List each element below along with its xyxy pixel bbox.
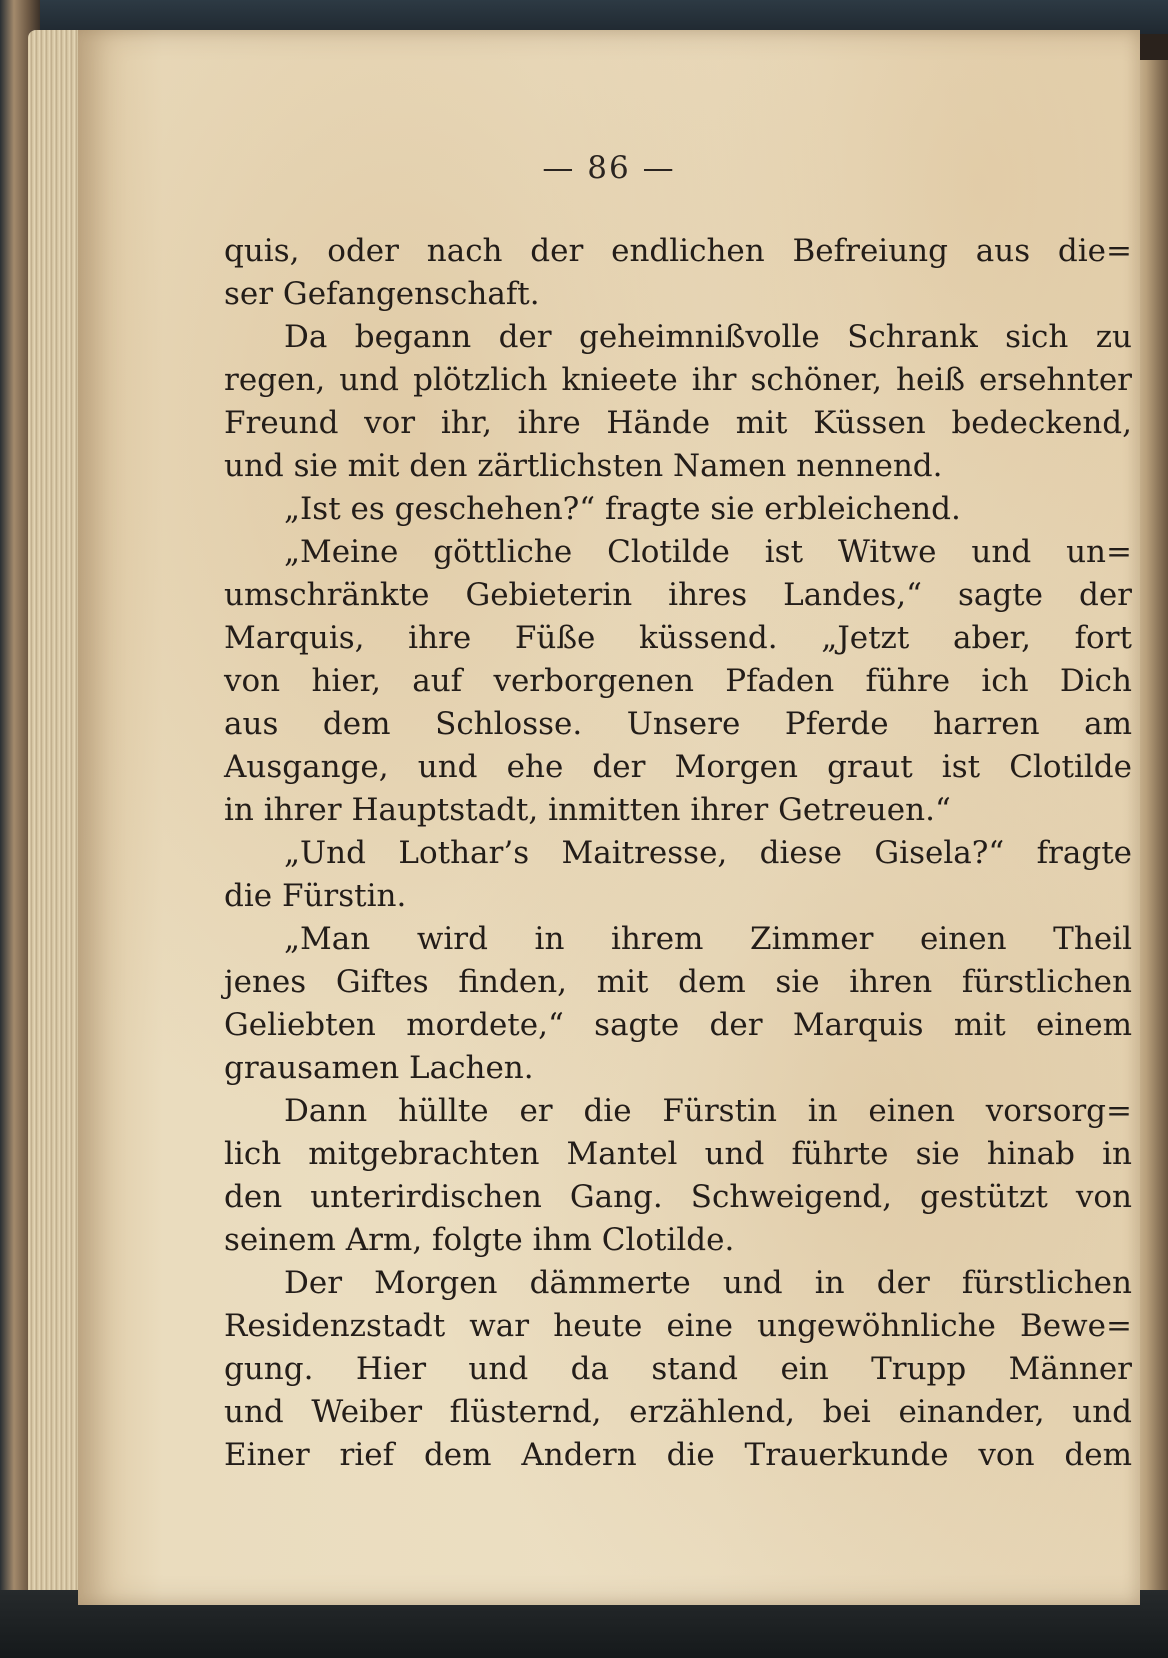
text-line: quis, oder nach der endlichen Befreiung aus die= <box>224 233 1132 269</box>
page-text <box>224 230 1132 1477</box>
text-line: „Meine göttliche Clotilde ist Witwe und un= <box>284 534 1132 570</box>
text-line: jenes Giftes finden, mit dem sie ihren fürstlichen <box>224 964 1132 1000</box>
text-line: Da begann der geheimnißvolle Schrank sich zu <box>284 319 1132 355</box>
text-line: ser Gefangenschaft. <box>224 276 540 312</box>
text-line: und sie mit den zärtlichsten Namen nennend. <box>224 448 943 484</box>
text-line: „Ist es geschehen?“ fragte sie erbleichend. <box>284 491 961 527</box>
text-line: in ihrer Hauptstadt, inmitten ihrer Getreuen.“ <box>224 792 951 828</box>
text-line: Ausgange, und ehe der Morgen graut ist Clotilde <box>224 749 1132 785</box>
text-line: regen, und plötzlich knieete ihr schöner, heiß ersehnter <box>224 362 1132 398</box>
text-line: Der Morgen dämmerte und in der fürstlichen <box>284 1265 1132 1301</box>
text-line: seinem Arm, folgte ihm Clotilde. <box>224 1222 735 1258</box>
text-line: „Und Lothar’s Maitresse, diese Gisela?“ fragte <box>284 835 1132 871</box>
text-line: aus dem Schlosse. Unsere Pferde harren am <box>224 706 1132 742</box>
text-line: Dann hüllte er die Fürstin in einen vorsorg= <box>284 1093 1132 1129</box>
text-line: umschränkte Gebieterin ihres Landes,“ sagte der <box>224 577 1132 613</box>
text-line: Residenzstadt war heute eine ungewöhnliche Bewe= <box>224 1308 1132 1344</box>
text-line: Freund vor ihr, ihre Hände mit Küssen bedeckend, <box>224 405 1132 441</box>
text-line: Geliebten mordete,“ sagte der Marquis mit einem <box>224 1007 1132 1043</box>
book-page <box>78 30 1140 1605</box>
text-line: lich mitgebrachten Mantel und führte sie hinab in <box>224 1136 1132 1172</box>
text-line: Marquis, ihre Füße küssend. „Jetzt aber, fort <box>224 620 1132 656</box>
text-line: Einer rief dem Andern die Trauerkunde von dem <box>224 1437 1132 1473</box>
text-line: die Fürstin. <box>224 878 407 914</box>
text-line: „Man wird in ihrem Zimmer einen Theil <box>284 921 1132 957</box>
text-line: grausamen Lachen. <box>224 1050 534 1086</box>
text-line: von hier, auf verborgenen Pfaden führe ich Dich <box>224 663 1132 699</box>
text-line: den unterirdischen Gang. Schweigend, gestützt von <box>224 1179 1132 1215</box>
text-line: gung. Hier und da stand ein Trupp Männer <box>224 1351 1132 1387</box>
book-cover-top <box>0 0 1168 34</box>
page-number: — 86 — <box>542 150 676 186</box>
text-line: und Weiber flüsternd, erzählend, bei einander, und <box>224 1394 1132 1430</box>
